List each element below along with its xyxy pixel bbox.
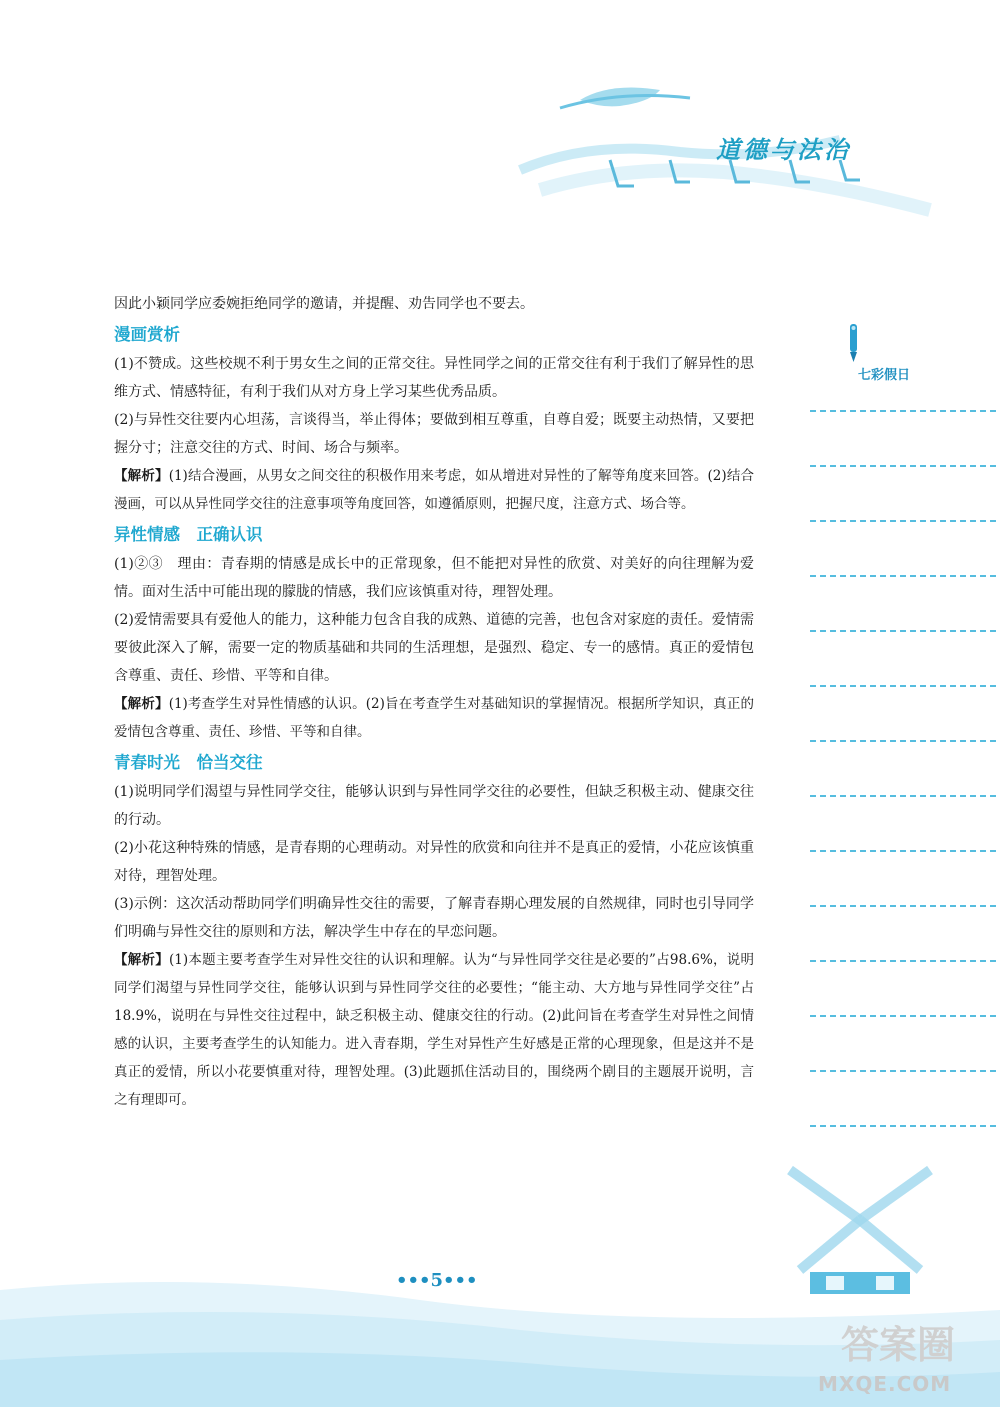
intro-line: 因此小颖同学应委婉拒绝同学的邀请，并提醒、劝告同学也不要去。 <box>114 296 534 312</box>
analysis-paragraph <box>114 946 754 1114</box>
watermark-url: MXQE.COM <box>818 1372 952 1396</box>
answer-paragraph: (2)小花这种特殊的情感，是青春期的心理萌动。对异性的欣赏和向往并不是真正的爱情，小花应该慎重对待，理智处理。 <box>114 840 754 884</box>
note-line <box>810 905 996 907</box>
note-line <box>810 850 996 852</box>
watermark-logo-text: 答案圈 <box>840 1323 956 1367</box>
answer-paragraph: (2)与异性交往要内心坦荡，言谈得当，举止得体；要做到相互尊重，自尊自爱；既要主动热情，又要把握分寸；注意交往的方式、时间、场合与频率。 <box>114 412 754 456</box>
answer-paragraph: (1)说明同学们渴望与异性同学交往，能够认识到与异性同学交往的必要性，但缺乏积极主动、健康交往的行动。 <box>114 784 754 828</box>
section-title: 青春时光 恰当交往 <box>114 753 263 772</box>
sidebar-label: 七彩假日 <box>858 368 911 383</box>
note-line <box>810 1070 996 1072</box>
analysis-text: (1)本题主要考查学生对异性交往的认识和理解。认为“与异性同学交往是必要的”占98.6%，说明同学们渴望与异性同学交往，能够认识到与异性同学交往的必要性；“能主动、大方地与异性同学交往”占18.9%，说明在与异性交往过程中，缺乏积极主动、健康交往的行动。(2)此问旨在考查学生对异性之间情感的认识，主要考查学生的认知能力。进入青春期，学生对异性产生好感是正常的心理现象，但是这并不是真正的爱情，所以小花要慎重对待，理智处理。(3)此题抓住活动目的，围绕两个剧目的主题展开说明，言之有理即可。 <box>114 952 755 1108</box>
answer-paragraph: (1)②③ 理由：青春期的情感是成长中的正常现象，但不能把对异性的欣赏、对美好的向往理解为爱情。面对生活中可能出现的朦胧的情感，我们应该慎重对待，理智处理。 <box>114 556 754 600</box>
watermark-logo <box>812 1318 984 1368</box>
note-line <box>810 740 996 742</box>
analysis-tag: 【解析】 <box>114 468 169 484</box>
analysis-text: (1)考查学生对异性情感的认识。(2)旨在考查学生对基础知识的掌握情况。根据所学知识，真正的爱情包含尊重、责任、珍惜、平等和自律。 <box>114 696 755 740</box>
analysis-tag: 【解析】 <box>114 952 169 968</box>
section-title: 异性情感 正确认识 <box>114 525 263 544</box>
answer-paragraph: (1)不赞成。这些校规不利于男女生之间的正常交往。异性同学之间的正常交往有利于我们了解异性的思维方式、情感特征，有利于我们从对方身上学习某些优秀品质。 <box>114 356 754 400</box>
pen-icon <box>842 322 866 366</box>
answer-paragraph: (2)爱情需要具有爱他人的能力，这种能力包含自我的成熟、道德的完善，也包含对家庭的责任。爱情需要彼此深入了解，需要一定的物质基础和共同的生活理想，是强烈、稳定、专一的感情。真正的爱情包含尊重、责任、珍惜、平等和自律。 <box>114 612 754 684</box>
note-line <box>810 1015 996 1017</box>
section-youth-interaction <box>114 748 754 1114</box>
note-line <box>810 520 996 522</box>
section-opposite-sex-emotion <box>114 520 754 746</box>
analysis-tag: 【解析】 <box>114 696 169 712</box>
analysis-paragraph <box>114 462 754 518</box>
windmill-decoration <box>770 1160 950 1300</box>
note-line <box>810 575 996 577</box>
answer-paragraph: (3)示例：这次活动帮助同学们明确异性交往的需要，了解青春期心理发展的自然规律，同时也引导同学们明确与异性交往的原则和方法，解决学生中存在的早恋问题。 <box>114 896 754 940</box>
analysis-paragraph <box>114 690 754 746</box>
note-line <box>810 1125 996 1127</box>
subject-title: 道德与法治 <box>716 136 851 164</box>
section-title: 漫画赏析 <box>114 325 180 344</box>
page-number: •••5••• <box>396 1270 478 1291</box>
note-line <box>810 630 996 632</box>
note-line <box>810 465 996 467</box>
note-line <box>810 795 996 797</box>
note-line <box>810 410 996 412</box>
section-comic-analysis <box>114 320 754 518</box>
analysis-text: (1)结合漫画，从男女之间交往的积极作用来考虑，如从增进对异性的了解等角度来回答。(2)结合漫画，可以从异性同学交往的注意事项等角度回答，如遵循原则，把握尺度，注意方式、场合等。 <box>114 468 755 512</box>
note-line <box>810 685 996 687</box>
note-line <box>810 960 996 962</box>
answer-content <box>114 290 754 1114</box>
